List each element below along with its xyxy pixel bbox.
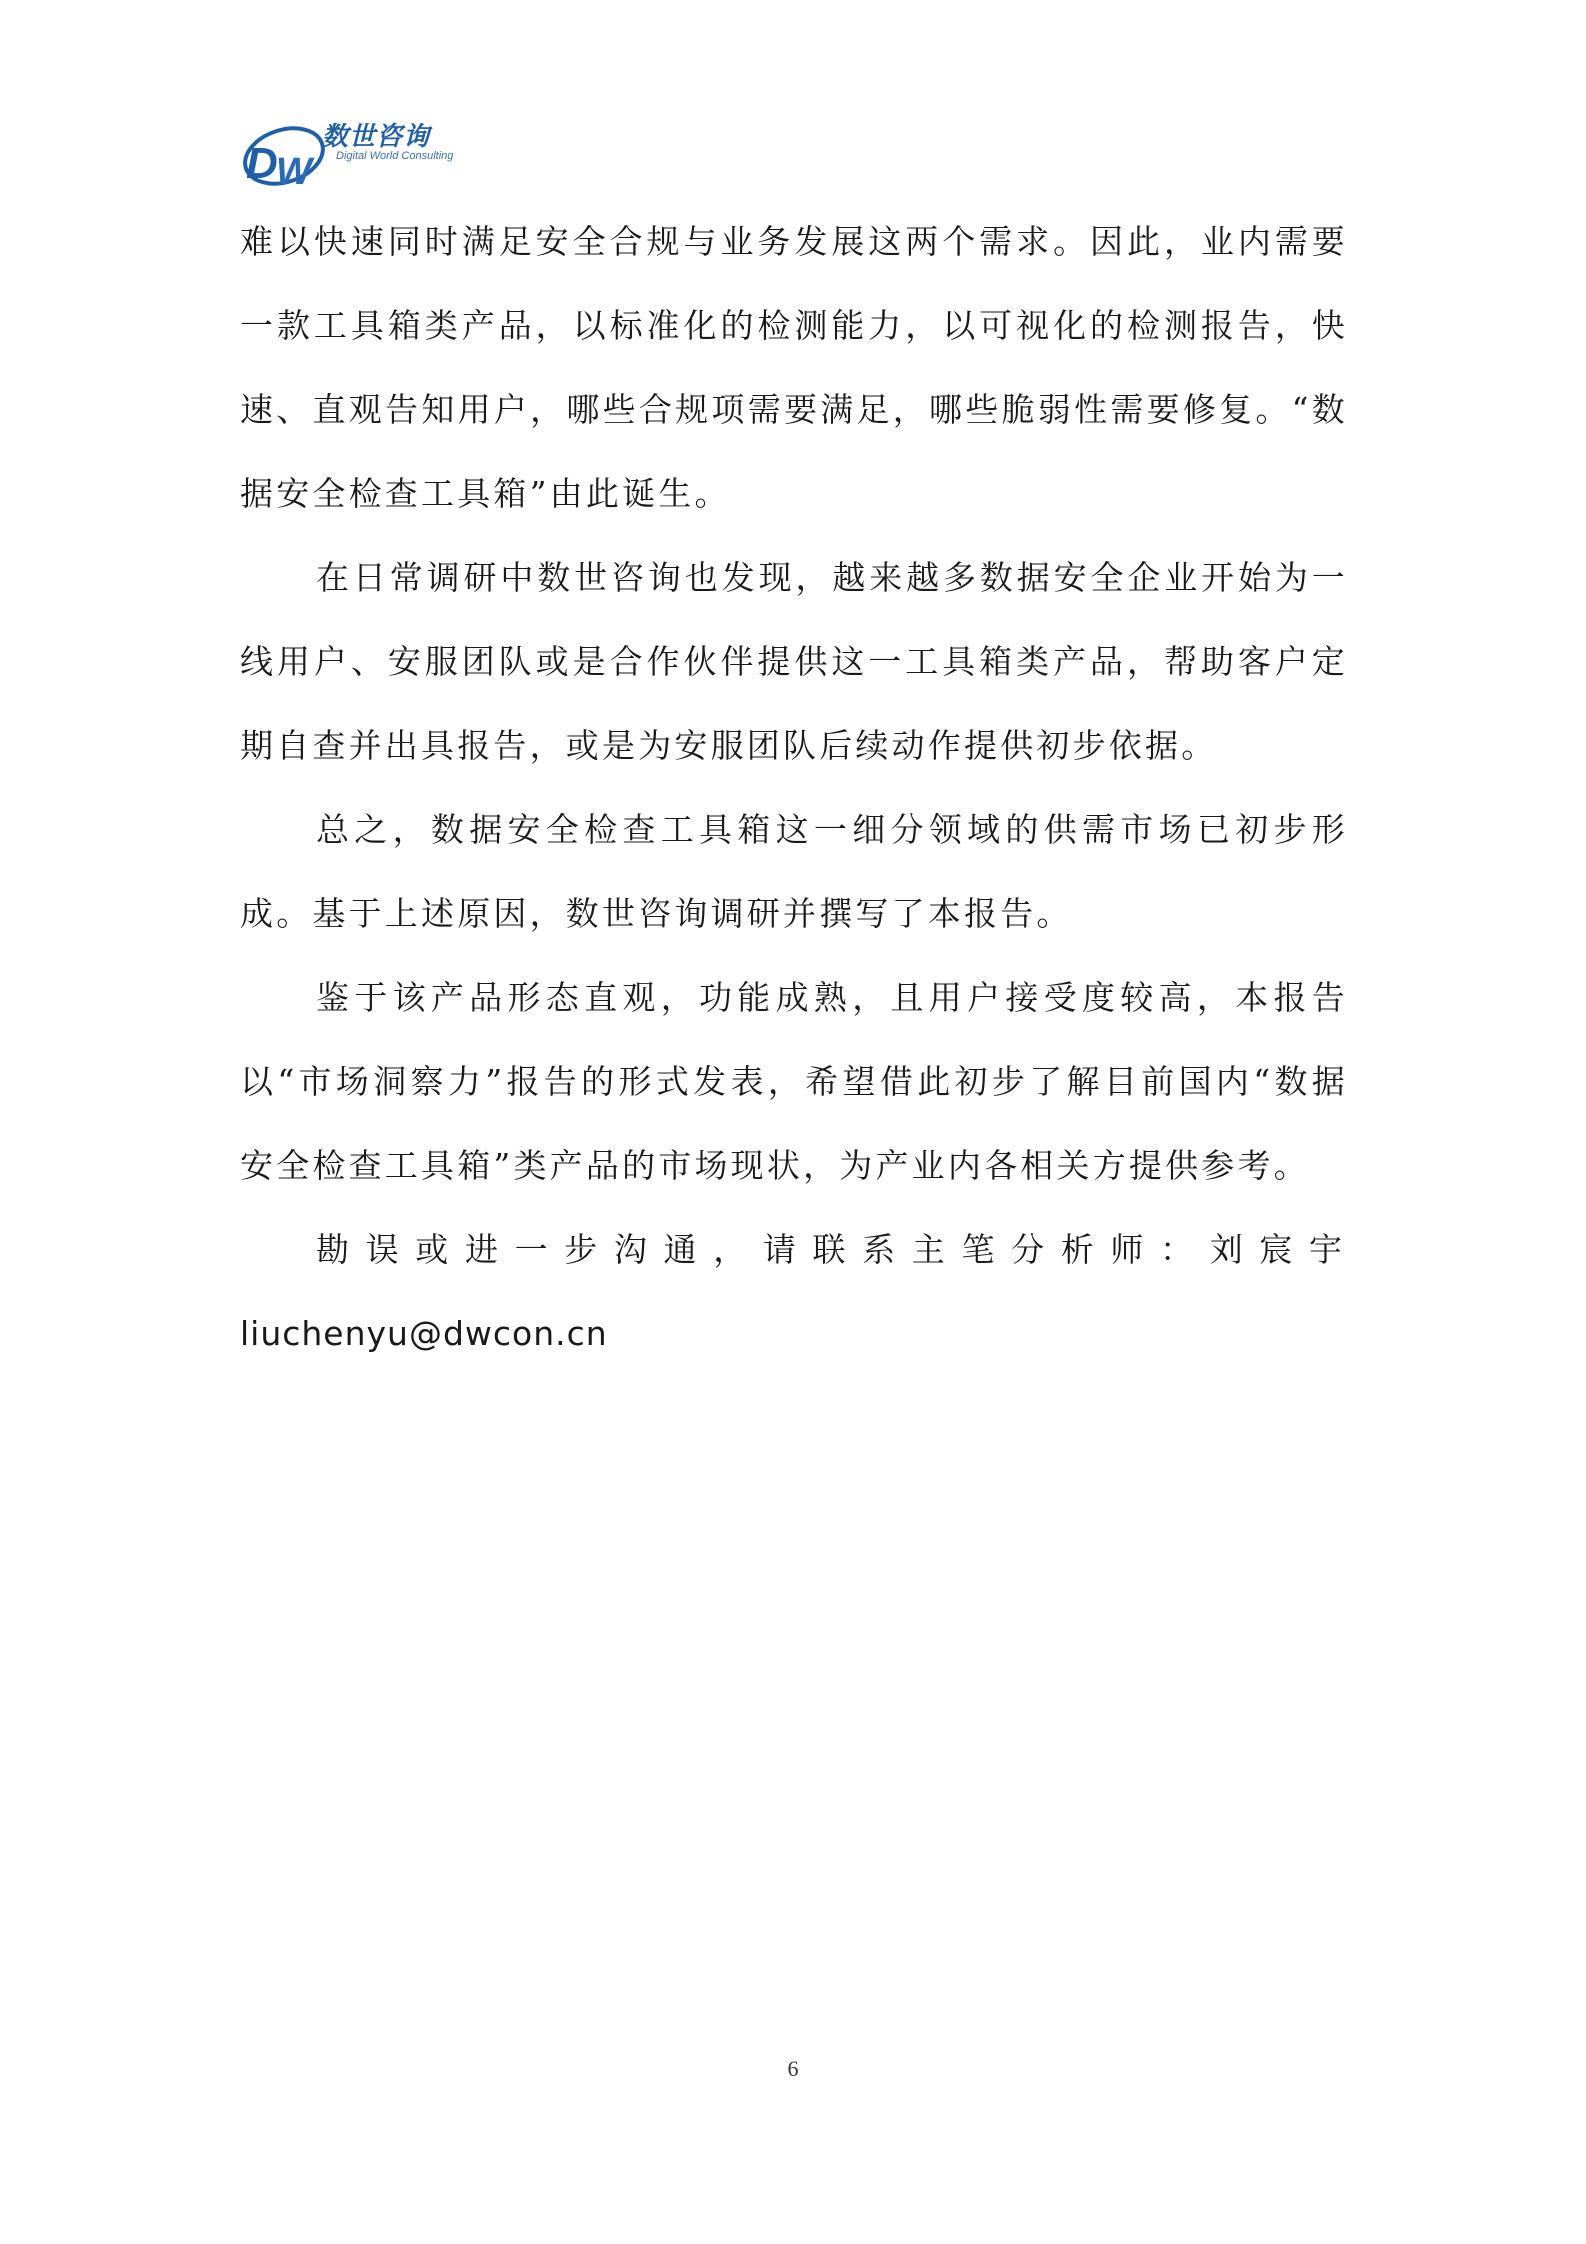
contact-line: 勘误或进一步沟通，请联系主笔分析师：刘宸宇 bbox=[316, 1230, 1348, 1269]
paragraph-4: 鉴于该产品形态直观，功能成熟，且用户接受度较高，本报告以“市场洞察力”报告的形式发表，希望借此初步了解目前国内“数据安全检查工具箱”类产品的市场现状，为产业内各相关方提供参考。 bbox=[240, 978, 1348, 1185]
contact-email-link[interactable]: liuchenyu@dwcon.cn bbox=[240, 1314, 608, 1353]
logo-title: 数世咨询 bbox=[322, 122, 431, 152]
logo-subtitle: Digital World Consulting bbox=[336, 150, 454, 162]
paragraph-1: 难以快速同时满足安全合规与业务发展这两个需求。因此，业内需要一款工具箱类产品，以标准化的检测能力，以可视化的检测报告，快速、直观告知用户，哪些合规项需要满足，哪些脆弱性需要修复。“数据安全检查工具箱”由此诞生。 bbox=[240, 222, 1348, 513]
company-logo bbox=[240, 112, 460, 192]
svg-text:D: D bbox=[246, 139, 278, 188]
svg-text:W: W bbox=[276, 151, 312, 192]
page-number: 6 bbox=[787, 2056, 799, 2081]
paragraph-2: 在日常调研中数世咨询也发现，越来越多数据安全企业开始为一线用户、安服团队或是合作伙伴提供这一工具箱类产品，帮助客户定期自查并出具报告，或是为安服团队后续动作提供初步依据。 bbox=[240, 558, 1348, 765]
paragraph-3: 总之，数据安全检查工具箱这一细分领域的供需市场已初步形成。基于上述原因，数世咨询调研并撰写了本报告。 bbox=[240, 810, 1348, 933]
document-body bbox=[240, 200, 1348, 1376]
